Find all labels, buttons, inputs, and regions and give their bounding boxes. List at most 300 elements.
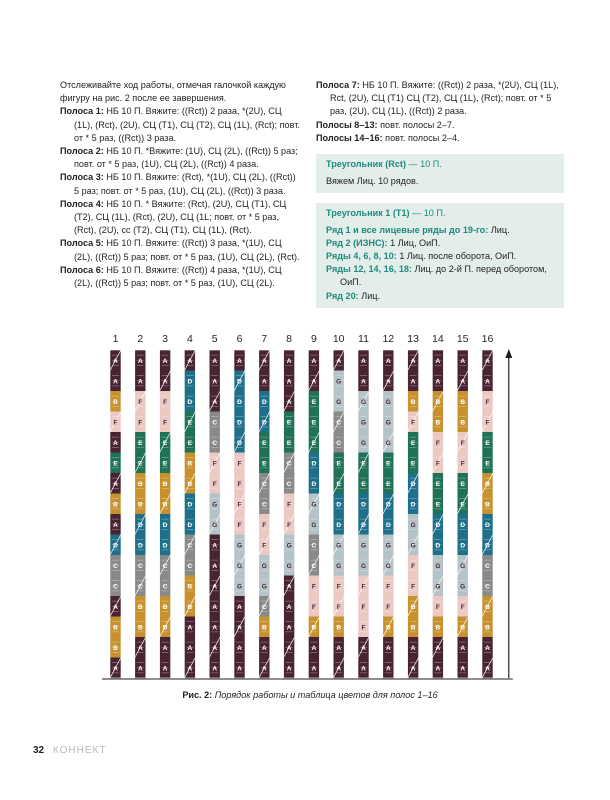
segment-color-label: B [162,501,168,509]
segment-color-label: C [187,562,193,570]
segment-color-label: D [311,460,317,468]
strip-label: Полосы 14–16: [316,132,383,143]
segment-color-label: A [137,378,143,386]
segment-color-label: G [385,398,391,406]
t1-row-text: Лиц. [490,224,510,235]
segment-color-label: A [410,644,416,652]
segment-color-label: G [236,583,243,591]
segment-color-label: E [162,460,168,468]
segment-color-label: B [187,583,193,591]
left-strip-instruction-5 [60,237,300,263]
column-number-2: 2 [137,333,144,345]
segment-color-label: A [113,480,118,488]
segment-color-label: A [162,357,168,365]
segment-color-label: F [262,521,267,529]
column-number-3: 3 [162,333,169,345]
segment-color-label: A [113,521,118,529]
strip-label: Полоса 4: [60,198,104,209]
column-number-15: 15 [456,333,469,345]
strip-label: Полоса 5: [60,238,104,249]
column-number-13: 13 [407,333,419,345]
right-strip-instruction-2 [316,119,564,132]
segment-color-label: C [137,583,143,591]
column-number-8: 8 [286,333,293,345]
strip-text: НБ 10 П. Вяжите: ((Rct)) 2 раза, *(2U), СЦ (1L), (Rct), (2U), СЦ (T1), СЦ (T2), СЦ (1L), (Rct); повт. от * 5 раз, ((Rct)) 3 раза. [74,106,300,143]
segment-color-label: A [137,357,143,365]
segment-color-label: A [212,644,218,652]
column-number-14: 14 [432,333,444,345]
segment-color-label: F [287,501,292,509]
segment-color-label: D [237,378,242,386]
right-column [316,79,564,308]
segment-color-label: A [286,665,292,673]
strip-column-15 [457,350,468,678]
segment-color-label: A [162,644,168,652]
segment-color-label: B [336,624,342,632]
t1-row-text: Лиц. до 2-й П. перед оборотом, ОиП. [340,264,547,288]
segment-color-label: F [411,583,416,591]
caption-text: Порядок работы и таблица цветов для полос 1–16 [214,690,438,700]
segment-color-label: A [385,378,391,386]
segment-color-label: F [386,583,391,591]
page-footer [33,745,106,756]
triangle-t1-title: Треугольник 1 (T1) — 10 П. [326,208,446,219]
segment-color-label: F [163,419,168,427]
segment-color-label: E [361,480,366,488]
segment-color-label: F [336,583,341,591]
segment-color-label: E [410,460,416,468]
segment-color-label: A [435,357,441,365]
segment-color-label: D [187,398,193,406]
strip-instructions-right [316,79,564,145]
segment-color-label: G [336,562,342,570]
segment-color-label: F [460,460,465,468]
segment-color-label: D [435,542,441,550]
segment-color-label: A [113,439,118,447]
segment-color-label: G [360,542,367,550]
segment-color-label: F [237,480,242,488]
segment-color-label: C [261,603,267,611]
strip-column-16 [482,350,493,678]
segment-color-label: E [386,460,391,468]
segment-color-label: A [311,665,317,673]
strip-text: НБ 10 П. *Вяжите: (1U), СЦ (2L), ((Rct)) 5 раз; повт. от * 5 раз, (1U), СЦ (2L), ((Rct)) 4 раза. [74,146,298,170]
segment-color-label: F [237,521,242,529]
strip-column-4 [184,350,195,678]
segment-color-label: D [113,542,118,550]
column-number-16: 16 [481,333,494,345]
segment-color-label: G [460,583,466,591]
segment-color-label: C [261,480,267,488]
segment-color-label: D [237,419,242,427]
segment-color-label: A [286,644,292,652]
segment-color-label: A [137,665,143,673]
strip-text: НБ 10 П. Вяжите: ((Rct)) 4 раза, *(1U), СЦ (2L), ((Rct)) 5 раз; повт. от * 5 раз, (1U), СЦ (2L). [74,264,282,289]
strip-label: Полоса 1: [60,106,104,117]
segment-color-label: E [410,439,416,447]
segment-color-label: G [435,562,441,570]
left-strip-instruction-1 [60,105,300,145]
segment-color-label: E [262,439,267,447]
left-strip-instruction-4 [60,198,300,238]
segment-color-label: E [138,439,143,447]
strip-column-3 [160,350,171,678]
segment-color-label: B [187,480,193,488]
strip-column-11 [358,350,369,678]
segment-color-label: B [410,398,416,406]
right-strip-instruction-1 [316,79,564,119]
segment-color-label: A [187,644,193,652]
segment-color-label: B [435,624,441,632]
strip-column-9 [308,350,319,678]
segment-color-label: F [212,480,217,488]
segment-color-label: A [286,624,292,632]
segment-color-label: D [237,398,242,406]
segment-color-label: E [286,419,292,427]
segment-color-label: C [137,562,143,570]
segment-color-label: E [386,480,391,488]
segment-color-label: A [435,665,441,673]
segment-color-label: E [361,460,366,468]
segment-color-label: G [311,501,317,509]
segment-color-label: A [336,665,342,673]
segment-color-label: A [237,603,242,611]
segment-color-label: G [336,398,342,406]
segment-color-label: B [435,398,441,406]
segment-color-label: A [286,398,292,406]
segment-color-label: D [187,521,193,529]
segment-color-label: A [385,357,391,365]
segment-color-label: E [336,460,341,468]
segment-color-label: A [212,665,218,673]
left-strip-instruction-2 [60,145,300,171]
strip-column-14 [432,350,443,678]
segment-color-label: E [262,460,267,468]
segment-color-label: C [212,419,218,427]
column-number-1: 1 [112,333,119,345]
t1-row-text: Лиц. [361,290,381,301]
segment-color-label: A [485,357,490,365]
strip-label: Полоса 2: [60,146,104,157]
segment-color-label: C [311,562,317,570]
column-number-7: 7 [261,333,268,345]
segment-color-label: G [261,583,267,591]
segment-color-label: A [336,644,342,652]
segment-color-label: F [163,398,168,406]
segment-color-label: B [385,624,391,632]
strip-label: Полосы 8–13: [316,119,378,130]
segment-color-label: A [261,357,267,365]
segment-color-label: G [360,439,367,447]
strip-label: Полоса 6: [60,264,104,275]
segment-color-label: C [485,562,490,570]
segment-color-label: A [311,378,317,386]
segment-color-label: A [361,644,366,652]
segment-color-label: B [113,624,118,632]
segment-color-label: F [311,583,316,591]
segment-color-label: E [311,439,317,447]
segment-color-label: A [286,378,292,386]
segment-color-label: E [485,460,490,468]
segment-color-label: G [360,398,367,406]
t1-row-3 [326,250,556,263]
triangle-rct-title: Треугольник (Rct) — 10 П. [326,159,442,170]
segment-color-label: E [162,439,168,447]
segment-color-label: F [138,398,143,406]
segment-color-label: B [410,603,416,611]
segment-color-label: A [311,357,317,365]
segment-color-label: A [311,644,317,652]
segment-color-label: C [311,542,317,550]
segment-color-label: A [212,398,218,406]
segment-color-label: A [286,357,292,365]
segment-color-label: G [385,542,391,550]
segment-color-label: G [212,521,218,529]
segment-color-label: D [410,501,416,509]
segment-color-label: B [113,644,118,652]
t1-row-text: 1 Лиц. после оборота, ОиП. [399,251,517,262]
segment-color-label: A [212,357,218,365]
strip-text: НБ 10 П. Вяжите: ((Rct)) 3 раза, *(1U), СЦ (2L), ((Rct)) 5 раз; повт. от * 5 раз, (1U), СЦ (2L), (Rct). [74,238,300,262]
strip-text: НБ 10 П. Вяжите: (Rct), *(1U), СЦ (2L), ((Rct)) 5 раз; повт. от * 5 раз, (1U), СЦ (2L), ((Rct)) 3 раза. [74,172,296,196]
segment-color-label: E [311,419,317,427]
segment-color-label: D [361,521,366,529]
strip-column-12 [383,350,394,678]
segment-color-label: C [187,542,193,550]
segment-color-label: A [485,378,490,386]
segment-color-label: B [187,460,193,468]
t1-row-label: Ряды 4, 6, 8, 10: [326,251,397,262]
segment-color-label: F [386,603,391,611]
segment-color-label: F [361,603,366,611]
segment-color-label: A [113,665,118,673]
segment-color-label: E [138,460,143,468]
strip-column-10 [333,350,344,678]
segment-color-label: C [212,439,218,447]
strip-column-1 [110,350,121,678]
segment-color-label: F [237,501,242,509]
segment-color-label: D [385,521,391,529]
segment-color-label: B [460,624,466,632]
segment-color-label: B [162,480,168,488]
segment-color-label: D [187,501,193,509]
segment-color-label: F [485,398,490,406]
segment-color-label: B [261,624,267,632]
segment-color-label: G [435,583,441,591]
segment-color-label: B [113,398,118,406]
strip-column-13 [408,350,419,678]
strip-text: НБ 10 П. Вяжите: ((Rct)) 2 раза, *(2U), СЦ (1L), Rct, (2U), СЦ (T1) СЦ (T2), СЦ (1L), (Rct); повт. от * 5 раз, (2U), СЦ (1L), ((Rct)) 2 раза. [330,80,559,117]
segment-color-label: C [162,562,168,570]
strip-text: повт. полосы 2–4. [385,132,460,143]
segment-color-label: G [460,562,466,570]
segment-color-label: D [187,378,193,386]
segment-color-label: A [410,357,416,365]
t1-row-label: Ряды 12, 14, 16, 18: [326,264,412,275]
segment-color-label: A [237,644,242,652]
magazine-name: КОННЕКТ [52,745,107,756]
segment-color-label: A [361,665,366,673]
segment-color-label: A [286,583,292,591]
segment-color-label: A [261,665,267,673]
column-number-10: 10 [332,333,345,345]
column-number-4: 4 [186,333,193,345]
segment-color-label: E [336,480,341,488]
segment-color-label: G [336,542,342,550]
segment-color-label: G [336,378,342,386]
segment-color-label: F [336,603,341,611]
segment-color-label: F [287,521,292,529]
segment-color-label: C [286,460,292,468]
segment-color-label: A [261,644,267,652]
segment-color-label: C [336,419,342,427]
segment-color-label: B [485,501,490,509]
segment-color-label: F [138,419,143,427]
segment-color-label: B [162,624,168,632]
segment-color-label: E [485,439,490,447]
segment-color-label: A [162,378,168,386]
segment-color-label: A [237,665,242,673]
segment-color-label: A [237,357,242,365]
segment-color-label: D [336,521,342,529]
t1-row-5 [326,290,556,303]
triangle-t1-box [316,203,564,307]
segment-color-label: A [113,378,118,386]
segment-color-label: A [385,644,391,652]
segment-color-label: E [187,439,193,447]
segment-color-label: A [460,378,466,386]
segment-color-label: B [485,624,490,632]
segment-color-label: G [360,419,367,427]
segment-color-label: G [261,562,267,570]
left-strip-instruction-3 [60,171,300,197]
segment-color-label: A [361,378,366,386]
segment-color-label: E [435,480,441,488]
segment-color-label: C [485,583,490,591]
strip-instructions-left [60,105,300,290]
segment-color-label: D [485,542,490,550]
segment-color-label: G [410,542,416,550]
segment-color-label: F [411,562,416,570]
segment-color-label: F [435,460,440,468]
segment-color-label: B [460,398,466,406]
segment-color-label: G [385,419,391,427]
segment-color-label: G [385,562,391,570]
segment-color-label: E [286,439,292,447]
segment-color-label: F [460,439,465,447]
segment-color-label: F [237,460,242,468]
segment-color-label: G [286,562,292,570]
left-column [60,79,300,290]
segment-color-label: A [212,603,218,611]
segment-color-label: F [435,603,440,611]
segment-color-label: G [410,521,416,529]
strip-column-6 [234,350,245,678]
segment-color-label: D [162,542,168,550]
segment-color-label: F [361,624,366,632]
segment-color-label: A [460,644,466,652]
column-number-5: 5 [211,333,218,345]
segment-color-label: D [385,501,391,509]
segment-color-label: G [311,521,317,529]
segment-color-label: B [435,419,441,427]
segment-color-label: A [187,357,193,365]
up-arrow-icon [505,349,512,358]
segment-color-label: E [460,501,465,509]
segment-color-label: F [485,419,490,427]
t1-row-4 [326,263,556,289]
segment-color-label: C [261,501,267,509]
t1-row-2 [326,237,556,250]
segment-color-label: A [485,644,490,652]
segment-color-label: A [286,603,292,611]
segment-color-label: F [435,439,440,447]
segment-color-label: G [236,562,243,570]
segment-color-label: D [162,521,168,529]
strip-column-5 [209,350,220,678]
column-number-9: 9 [310,333,317,345]
segment-color-label: A [385,665,391,673]
segment-color-label: F [460,603,465,611]
strip-text: повт. полосы 2–7. [380,119,455,130]
segment-color-label: C [113,583,118,591]
triangle-rct-box [316,154,564,193]
segment-color-label: A [212,542,218,550]
segment-color-label: A [237,624,242,632]
segment-color-label: D [261,419,267,427]
segment-color-label: C [162,583,168,591]
segment-color-label: F [113,419,118,427]
segment-color-label: D [485,521,490,529]
segment-color-label: D [311,480,317,488]
segment-color-label: A [187,665,193,673]
column-number-11: 11 [358,333,369,345]
segment-color-label: D [137,521,143,529]
figure-caption [60,690,560,700]
segment-color-label: D [460,521,466,529]
segment-color-label: B [137,501,143,509]
segment-color-label: D [336,501,342,509]
segment-color-label: A [435,378,441,386]
segment-color-label: A [460,357,466,365]
segment-color-label: A [212,378,218,386]
segment-color-label: B [187,603,193,611]
segment-color-label: A [212,583,218,591]
strip-label: Полоса 7: [316,80,360,90]
segment-color-label: A [113,603,118,611]
segment-color-label: A [336,357,342,365]
strip-column-7 [259,350,270,678]
strip-label: Полоса 3: [60,172,104,183]
segment-color-label: A [485,665,490,673]
segment-color-label: A [435,644,441,652]
segment-color-label: B [311,624,317,632]
segment-color-label: D [410,480,416,488]
t1-row-label: Ряд 20: [326,290,359,301]
left-strip-instruction-6 [60,264,300,290]
segment-color-label: E [311,398,317,406]
segment-color-label: A [460,665,466,673]
segment-color-label: C [286,480,292,488]
segment-color-label: A [137,644,143,652]
t1-row-label: Ряд 2 (ИЗНС): [326,237,388,248]
segment-color-label: D [137,542,143,550]
triangle-rct-body: Вяжем Лиц. 10 рядов. [326,176,419,187]
segment-color-label: B [485,603,490,611]
segment-color-label: F [411,419,416,427]
segment-color-label: E [187,419,193,427]
t1-row-text: 1 Лиц, ОиП. [390,237,441,248]
